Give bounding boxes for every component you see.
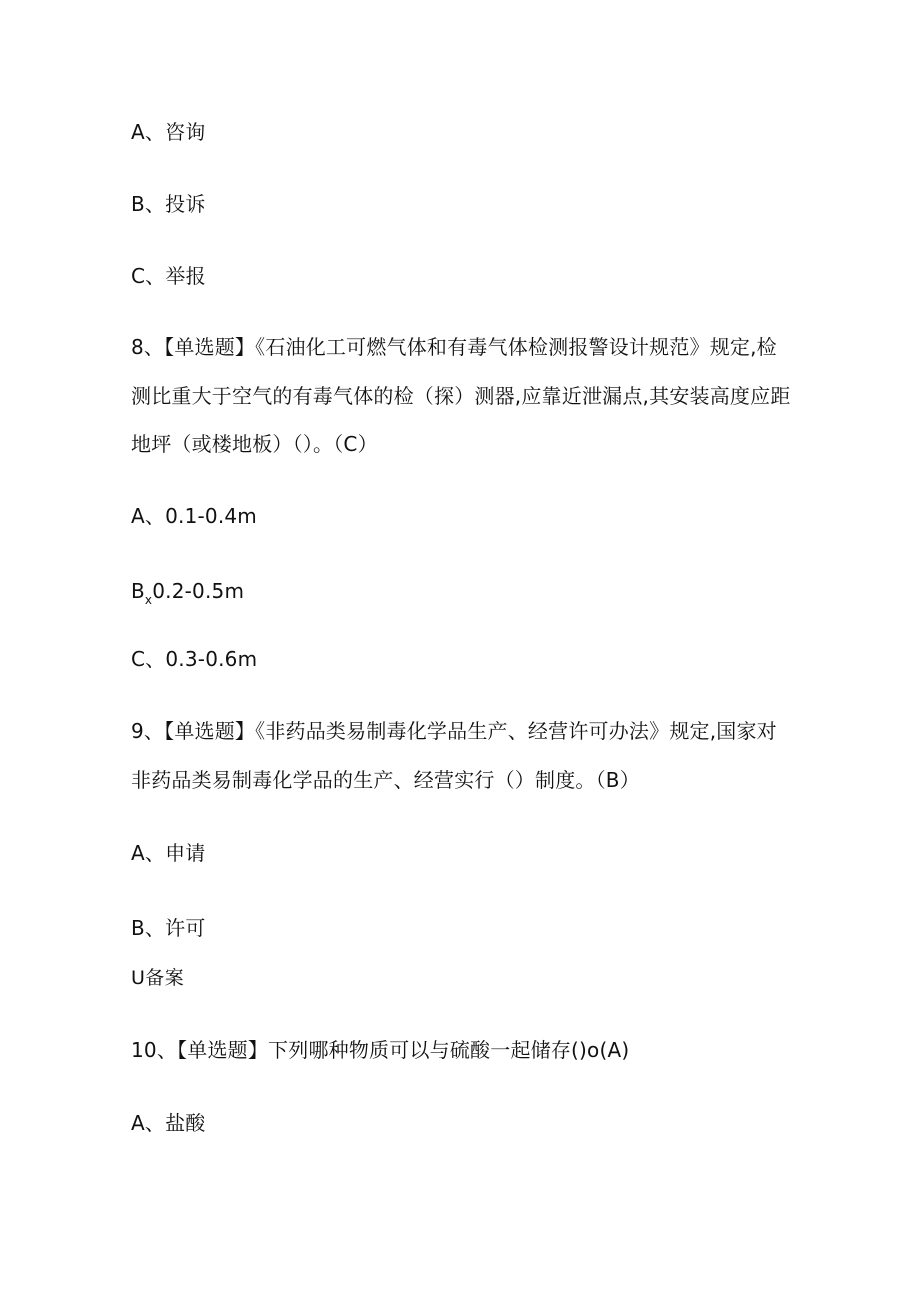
q8-option-b bbox=[131, 577, 244, 608]
q8-option-c: C、0.3-0.6m bbox=[131, 647, 258, 671]
q9-option-c: U备案 bbox=[131, 967, 185, 989]
q8-option-a: A、0.1-0.4m bbox=[131, 504, 257, 528]
q9-option-a: A、申请 bbox=[131, 841, 206, 865]
q10-question-line: 10、【单选题】下列哪种物质可以与硫酸一起储存()o(A) bbox=[131, 1038, 630, 1062]
q8-option-b-value: 0.2-0.5m bbox=[152, 579, 245, 603]
q9-question-line-1: 9、【单选题】《非药品类易制毒化学品生产、经营许可办法》规定,国家对 bbox=[131, 719, 777, 743]
q8-question-line-1: 8、【单选题】《石油化工可燃气体和有毒气体检测报警设计规范》规定,检 bbox=[131, 335, 777, 359]
q9-option-b: B、许可 bbox=[131, 916, 206, 940]
q8-question-line-2: 测比重大于空气的有毒气体的检（探）测器,应靠近泄漏点,其安装高度应距 bbox=[131, 384, 791, 408]
q7-option-b: B、投诉 bbox=[131, 192, 206, 216]
q7-option-c: C、举报 bbox=[131, 264, 206, 288]
q7-option-a: A、咨询 bbox=[131, 120, 206, 144]
q8-option-b-letter: B bbox=[131, 579, 145, 603]
q10-option-a: A、盐酸 bbox=[131, 1111, 206, 1135]
q8-option-b-subscript: x bbox=[144, 593, 153, 607]
q8-question-line-3: 地坪（或楼地板）（）。（C） bbox=[131, 432, 378, 456]
q9-question-line-2: 非药品类易制毒化学品的生产、经营实行（）制度。（B） bbox=[131, 768, 640, 792]
